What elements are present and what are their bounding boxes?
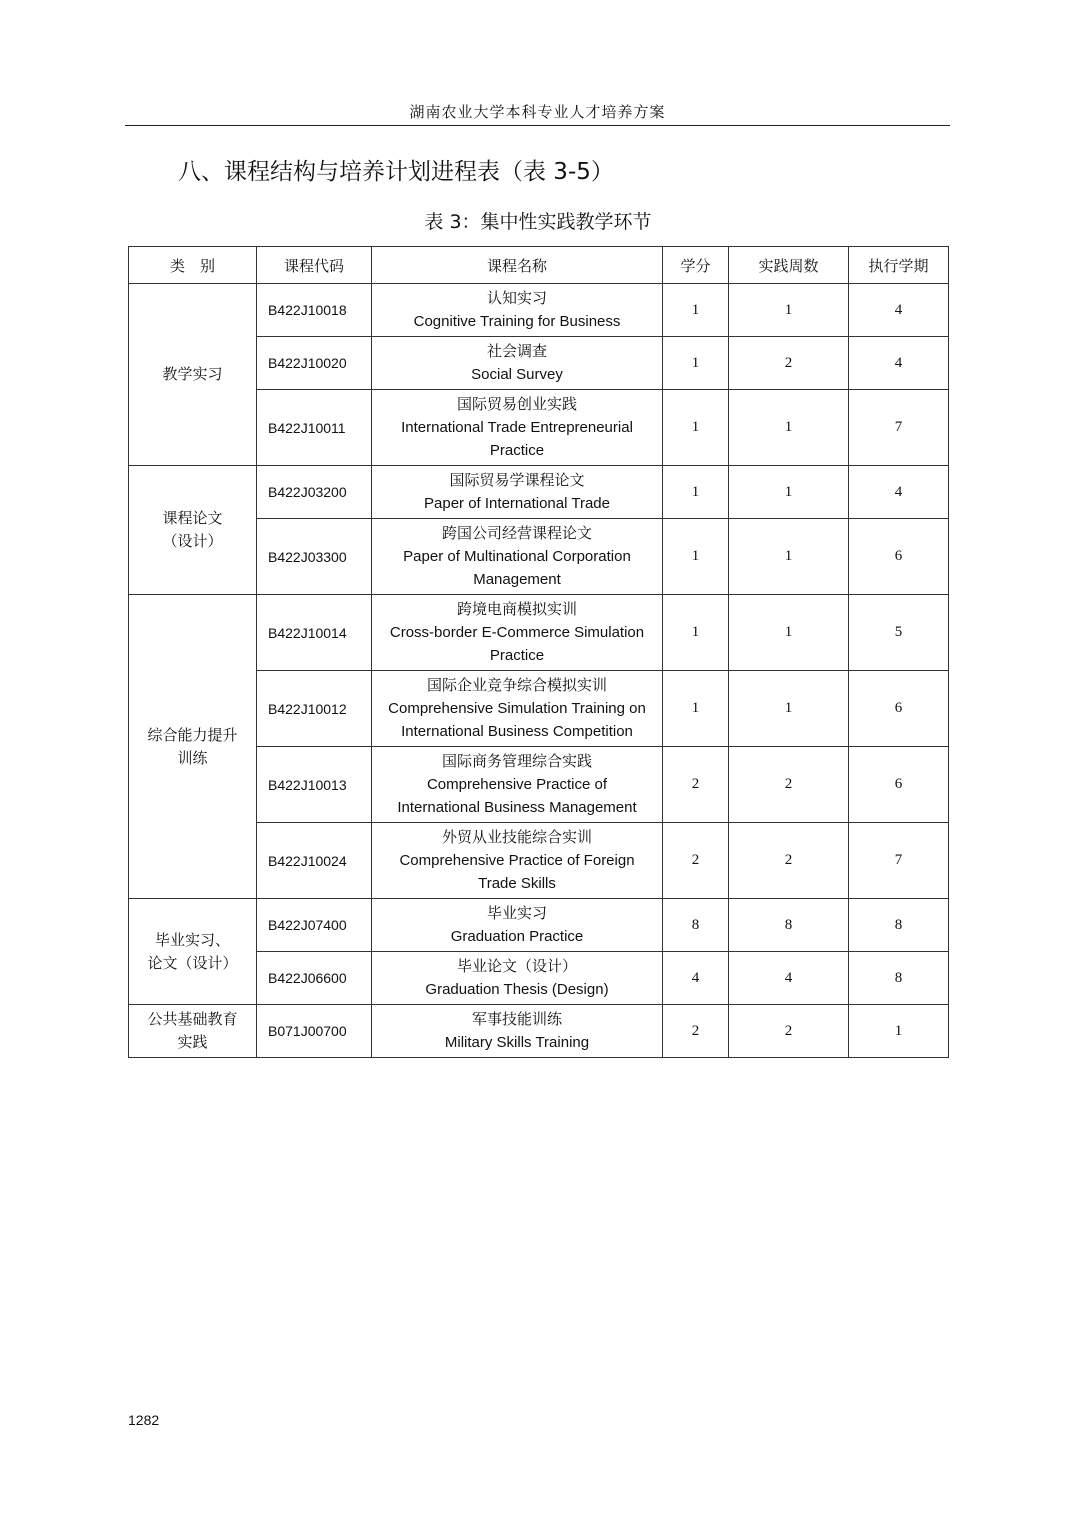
running-header: 湖南农业大学本科专业人才培养方案 [409,103,666,121]
course-code: B422J10012 [257,671,372,747]
course-name [372,747,663,823]
course-name-en: Comprehensive Practice of Foreign [399,852,635,869]
course-name-en: Management [473,571,561,588]
header-category: 类 别 [129,247,257,284]
category-label: 综合能力提升 [147,725,238,744]
course-name-en: Paper of Multinational Corporation [403,548,631,565]
course-name [372,390,663,466]
practice-weeks: 1 [729,390,849,466]
credits: 2 [663,747,729,823]
semester: 6 [849,671,949,747]
credits: 2 [663,1005,729,1058]
practice-weeks: 1 [729,519,849,595]
course-name-en: International Business Competition [401,723,633,740]
credits: 8 [663,899,729,952]
course-name [372,952,663,1005]
course-name-en: Paper of International Trade [424,495,610,512]
table-row [129,899,949,952]
course-name [372,899,663,952]
category-cell [129,466,257,595]
course-name-zh: 毕业实习 [486,904,547,922]
course-code: B422J10011 [257,390,372,466]
course-code: B422J03300 [257,519,372,595]
category-label: 毕业实习、 [154,930,230,949]
header-rule [125,125,950,126]
category-label: 公共基础教育 [147,1010,238,1028]
course-name-zh: 社会调查 [486,342,547,360]
course-name-zh: 外贸从业技能综合实训 [441,828,592,846]
course-name [372,671,663,747]
category-cell [129,595,257,899]
course-name-en: International Trade Entrepreneurial [401,419,633,436]
practice-weeks: 2 [729,337,849,390]
category-label: 教学实习 [162,365,223,383]
header-course-code: 课程代码 [257,247,372,284]
credits: 1 [663,466,729,519]
course-name [372,1005,663,1058]
category-cell [129,899,257,1005]
table-row [129,595,949,671]
practice-weeks: 2 [729,1005,849,1058]
semester: 4 [849,466,949,519]
category-label: 实践 [177,1033,208,1051]
category-label: 论文（设计） [147,953,238,972]
table-caption: 表 3：集中性实践教学环节 [424,211,652,233]
course-code: B422J10020 [257,337,372,390]
course-code: B422J10024 [257,823,372,899]
credits: 1 [663,671,729,747]
table-body [129,284,949,1058]
course-name-en: Graduation Thesis (Design) [425,981,609,998]
course-code: B071J00700 [257,1005,372,1058]
table-row [129,1005,949,1058]
table-row [129,284,949,337]
course-name-zh: 军事技能训练 [471,1010,562,1028]
course-name [372,466,663,519]
course-code: B422J07400 [257,899,372,952]
course-name-zh: 国际企业竞争综合模拟实训 [426,676,607,694]
course-name-en: Comprehensive Simulation Training on [388,700,646,717]
course-name-zh: 认知实习 [486,289,547,307]
course-name [372,595,663,671]
category-cell [129,284,257,466]
practice-weeks: 1 [729,466,849,519]
course-name [372,337,663,390]
course-code: B422J10018 [257,284,372,337]
course-name-en: Cognitive Training for Business [413,313,621,330]
category-cell [129,1005,257,1058]
course-name-en: Practice [489,647,545,664]
course-name-en: Comprehensive Practice of [426,776,608,793]
course-name [372,284,663,337]
semester: 7 [849,390,949,466]
credits: 1 [663,595,729,671]
semester: 6 [849,747,949,823]
course-name [372,519,663,595]
header-practice-weeks: 实践周数 [729,247,849,284]
category-label: 课程论文 [162,509,223,527]
practice-schedule-table [128,246,949,1058]
semester: 8 [849,899,949,952]
course-code: B422J10014 [257,595,372,671]
semester: 6 [849,519,949,595]
course-name-en: Cross-border E-Commerce Simulation [389,624,645,641]
course-name-zh: 国际贸易创业实践 [456,395,577,413]
practice-weeks: 1 [729,284,849,337]
practice-weeks: 2 [729,747,849,823]
course-name-zh: 跨国公司经营课程论文 [441,524,592,542]
semester: 8 [849,952,949,1005]
credits: 1 [663,284,729,337]
header-semester: 执行学期 [849,247,949,284]
practice-weeks: 1 [729,595,849,671]
course-name-en: Trade Skills [478,875,556,892]
course-name-en: Practice [489,442,545,459]
header-course-name: 课程名称 [372,247,663,284]
category-label: 训练 [177,748,208,767]
credits: 2 [663,823,729,899]
practice-weeks: 1 [729,671,849,747]
course-name-en: Graduation Practice [450,928,584,945]
course-name-en: International Business Management [397,799,637,816]
practice-weeks: 2 [729,823,849,899]
credits: 1 [663,390,729,466]
course-name-en: Social Survey [471,366,563,383]
category-label: （设计） [162,532,223,550]
semester: 4 [849,337,949,390]
course-name-en: Military Skills Training [444,1034,590,1051]
credits: 1 [663,337,729,390]
course-code: B422J06600 [257,952,372,1005]
course-name-zh: 跨境电商模拟实训 [456,600,577,618]
semester: 4 [849,284,949,337]
practice-weeks: 8 [729,899,849,952]
course-code: B422J03200 [257,466,372,519]
course-name-zh: 国际商务管理综合实践 [441,752,592,770]
table-header-row [129,247,949,284]
section-heading: 八、课程结构与培养计划进程表（表 3-5） [178,159,614,185]
semester: 7 [849,823,949,899]
table-row [129,466,949,519]
practice-weeks: 4 [729,952,849,1005]
course-name [372,823,663,899]
semester: 1 [849,1005,949,1058]
credits: 4 [663,952,729,1005]
header-credits: 学分 [663,247,729,284]
course-code: B422J10013 [257,747,372,823]
course-name-zh: 国际贸易学课程论文 [449,471,585,489]
page-number: 1282 [128,1412,160,1428]
semester: 5 [849,595,949,671]
credits: 1 [663,519,729,595]
course-name-zh: 毕业论文（设计） [456,957,577,975]
